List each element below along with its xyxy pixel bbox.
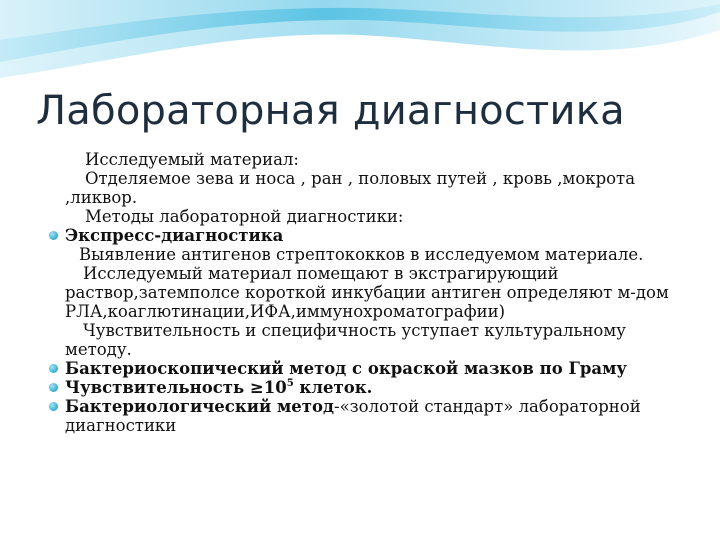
exponent: 5 [286, 377, 294, 389]
method-description: -«золотой стандарт» лабораторной диагностики [65, 397, 641, 435]
list-item-text [65, 397, 641, 435]
text-line: Исследуемый материал помещают в экстрагирующий раствор,затемполсе короткой инкубации антиген определяют м-дом РЛА,коаглютинации,ИФА,иммунохроматографии) [65, 264, 669, 321]
sensitivity-unit: клеток. [293, 378, 373, 397]
slide-content [44, 150, 672, 435]
slide-title: Лабораторная диагностика [36, 88, 625, 134]
list-item [44, 226, 672, 245]
list-item-text: Экспресс-диагностика [65, 226, 284, 245]
text-line: Чувствительность и специфичность уступает культуральному методу. [65, 321, 626, 359]
sensitivity-text: Чувствительность ≥10 [65, 378, 287, 397]
list-item-text [65, 378, 372, 397]
text-line: Исследуемый материал: [85, 150, 299, 169]
bullet-icon [49, 364, 58, 373]
bullet-icon [49, 383, 58, 392]
header-wave-decoration [0, 0, 720, 90]
method-name: Бактериологический метод [65, 397, 335, 416]
list-item [44, 397, 672, 435]
text-line: Отделяемое зева и носа , ран , половых путей , кровь ,мокрота ,ликвор. [65, 169, 636, 207]
text-line: Методы лабораторной диагностики: [85, 207, 404, 226]
bullet-icon [49, 402, 58, 411]
list-item-text: Бактериоскопический метод с окраской мазков по Граму [65, 359, 627, 378]
bullet-icon [49, 231, 58, 240]
list-item [44, 378, 672, 397]
text-line: Выявление антигенов стрептококков в исследуемом материале. [79, 245, 644, 264]
list-item [44, 359, 672, 378]
